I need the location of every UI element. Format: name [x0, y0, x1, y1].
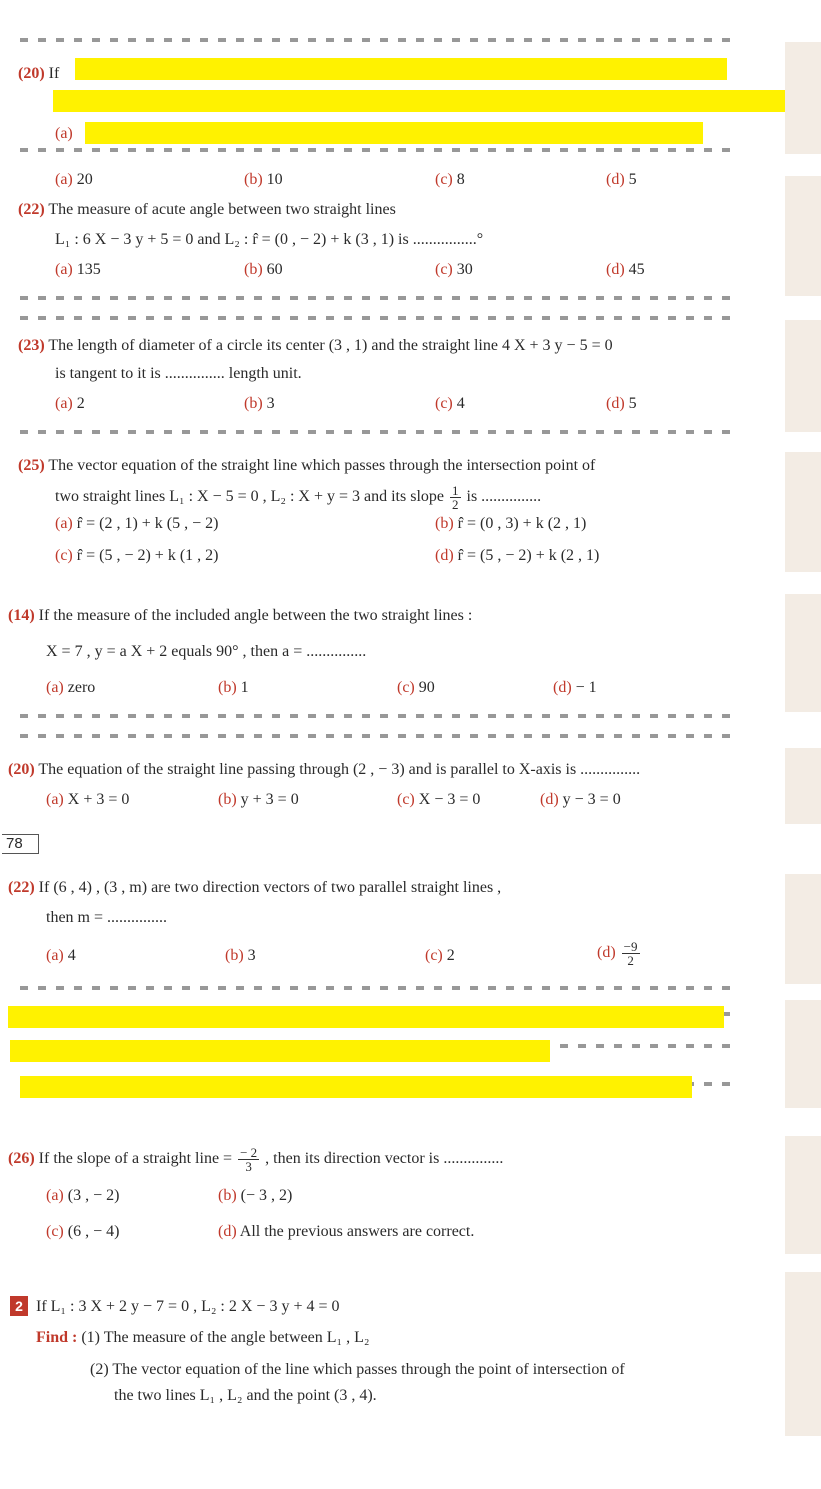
option-a: (a) r̂ = (2 , 1) + k (5 , − 2) — [55, 515, 219, 532]
question-text: The equation of the straight line passing through (2 , − 3) and is parallel to X-axis is ............... — [38, 761, 641, 778]
question-23 — [18, 336, 613, 356]
strip-q25 — [0, 448, 821, 578]
option-label: (d) — [606, 261, 625, 278]
option-c: (c) 90 — [397, 679, 435, 696]
option-label: (a) — [55, 261, 73, 278]
option-b: (b) 3 — [225, 947, 256, 964]
option-label: (c) — [425, 947, 443, 964]
page-edge-tab — [785, 1136, 821, 1254]
option-label: (d) — [606, 171, 625, 188]
option-a: (a) 2 — [55, 395, 85, 412]
question-text: If — [48, 65, 60, 82]
strip-q23 — [0, 314, 821, 438]
option-label: (b) — [218, 679, 237, 696]
exercise-2 — [10, 1296, 340, 1317]
option-label: (d) — [218, 1223, 237, 1240]
option-c: (c) 2 — [425, 947, 455, 964]
question-text-line2: X = 7 , y = a X + 2 equals 90° , then a = ............... — [46, 643, 367, 660]
option-d: (d) 45 — [606, 261, 645, 278]
strip-q26 — [0, 1136, 821, 1260]
option-label: (a) — [55, 395, 73, 412]
option-c: (c) X − 3 = 0 — [397, 791, 481, 808]
question-text: The vector equation of the straight line which passes through the intersection point of — [48, 457, 596, 474]
option-label: (b) — [218, 791, 237, 808]
option-b: (b) 10 — [244, 171, 283, 188]
option-label: (a) — [55, 171, 73, 188]
question-text: The measure of acute angle between two straight lines — [48, 201, 396, 218]
option-label: (b) — [244, 395, 263, 412]
option-label: (c) — [55, 547, 73, 564]
option-label: (c) — [435, 395, 453, 412]
option-label: (d) — [606, 395, 625, 412]
option-b: (b) 60 — [244, 261, 283, 278]
find-line: Find : (1) The measure of the angle between L₁ , L₂ — [36, 1329, 370, 1346]
option-label: (b) — [244, 171, 263, 188]
option-label: (c) — [435, 261, 453, 278]
option-a: (a) — [55, 125, 73, 142]
option-label: (d) — [435, 547, 454, 564]
strip-exercise-2 — [0, 1272, 821, 1442]
fraction: $\frac{1}{2}$ — [452, 483, 459, 512]
option-label: (a) — [46, 791, 64, 808]
question-25 — [18, 456, 595, 476]
option-a: (a) 135 — [55, 261, 101, 278]
question-20b — [8, 760, 640, 780]
strip-q22b — [0, 864, 821, 994]
question-text-line2: L₁ : 6 X − 3 y + 5 = 0 and L₂ : r̂ = (0 , − 2) + k (3 , 1) is ................° — [55, 231, 484, 248]
question-text-line2: then m = ............... — [46, 909, 168, 926]
option-b: (b) r̂ = (0 , 3) + k (2 , 1) — [435, 515, 587, 532]
option-label: (a) — [55, 515, 73, 532]
option-d: (d) All the previous answers are correct. — [218, 1223, 475, 1240]
option-label: (d) — [540, 791, 559, 808]
page-edge-tab — [785, 1000, 821, 1108]
option-d: (d) $\frac{-9}{2}$ — [597, 939, 638, 968]
option-label: (b) — [225, 947, 244, 964]
option-b: (b) (− 3 , 2) — [218, 1187, 293, 1204]
question-22 — [18, 200, 396, 220]
option-label: (a) — [46, 1187, 64, 1204]
option-label: (d) — [553, 679, 572, 696]
option-label: (c) — [46, 1223, 64, 1240]
option-a: (a) (3 , − 2) — [46, 1187, 120, 1204]
question-number: (14) — [8, 607, 35, 624]
strip-q20-redacted — [0, 30, 821, 154]
page-edge-tab — [785, 1272, 821, 1436]
option-c: (c) 30 — [435, 261, 473, 278]
question-number: (23) — [18, 337, 45, 354]
exercise-text: If L₁ : 3 X + 2 y − 7 = 0 , L₂ : 2 X − 3 y + 4 = 0 — [36, 1298, 340, 1315]
question-number: (20) — [18, 65, 45, 82]
option-label: (c) — [435, 171, 453, 188]
option-d: (d) 5 — [606, 171, 637, 188]
option-b: (b) 3 — [244, 395, 275, 412]
option-c: (c) 4 — [435, 395, 465, 412]
page-edge-tab — [785, 320, 821, 432]
highlight-mark — [85, 122, 703, 144]
question-26: (26) If the slope of a straight line = $\frac{- 2}{3}$ , then its direction vector is ............... — [8, 1145, 504, 1174]
question-22b — [8, 878, 501, 898]
strip-redacted — [0, 1000, 821, 1108]
question-text-line2: two straight lines L₁ : X − 5 = 0 , L₂ : X + y = 3 and its slope $\frac{1}{2}$ is ............... — [55, 483, 542, 512]
strip-q20b — [0, 748, 821, 824]
option-label: (b) — [218, 1187, 237, 1204]
option-c: (c) 8 — [435, 171, 465, 188]
page-edge-tab — [785, 452, 821, 572]
item-2-line1: (2) The vector equation of the line which passes through the point of intersection of — [90, 1361, 625, 1378]
option-label: (a) — [46, 679, 64, 696]
question-text: If (6 , 4) , (3 , m) are two direction vectors of two parallel straight lines , — [38, 879, 502, 896]
option-d: (d) r̂ = (5 , − 2) + k (2 , 1) — [435, 547, 600, 564]
option-a: (a) 20 — [55, 171, 93, 188]
highlight-mark — [53, 90, 795, 112]
option-d: (d) − 1 — [553, 679, 597, 696]
page-edge-tab — [785, 874, 821, 984]
page-number: 78 — [2, 834, 39, 854]
question-number: (26) — [8, 1150, 35, 1168]
option-d: (d) 5 — [606, 395, 637, 412]
exercise-badge: 2 — [10, 1296, 28, 1316]
highlight-mark — [20, 1076, 692, 1098]
strip-q22 — [0, 162, 821, 302]
option-a: (a) zero — [46, 679, 96, 696]
option-a: (a) 4 — [46, 947, 76, 964]
option-c: (c) r̂ = (5 , − 2) + k (1 , 2) — [55, 547, 219, 564]
fraction: $\frac{- 2}{3}$ — [240, 1145, 258, 1174]
option-b: (b) y + 3 = 0 — [218, 791, 299, 808]
option-a: (a) X + 3 = 0 — [46, 791, 130, 808]
page-edge-tab — [785, 748, 821, 824]
find-label: Find : — [36, 1329, 78, 1346]
page-edge-tab — [785, 42, 821, 154]
option-c: (c) (6 , − 4) — [46, 1223, 120, 1240]
page-edge-tab — [785, 176, 821, 296]
fraction: $\frac{-9}{2}$ — [623, 939, 638, 968]
question-text-line2: is tangent to it is ............... length unit. — [55, 365, 302, 382]
highlight-mark — [8, 1006, 724, 1028]
option-label: (c) — [397, 791, 415, 808]
question-number: (22) — [18, 201, 45, 218]
highlight-mark — [75, 58, 727, 80]
strip-q14 — [0, 592, 821, 742]
option-label: (b) — [435, 515, 454, 532]
option-d: (d) y − 3 = 0 — [540, 791, 621, 808]
question-number: (20) — [8, 761, 35, 778]
item-2-line2: the two lines L₁ , L₂ and the point (3 , 4). — [114, 1387, 377, 1404]
option-label: (c) — [397, 679, 415, 696]
page-edge-tab — [785, 594, 821, 712]
question-20a — [18, 64, 59, 84]
question-14 — [8, 606, 472, 626]
question-text: The length of diameter of a circle its center (3 , 1) and the straight line 4 X + 3 y − 5 = 0 — [48, 337, 613, 354]
question-text: If the measure of the included angle between the two straight lines : — [38, 607, 473, 624]
option-label: (b) — [244, 261, 263, 278]
question-number: (22) — [8, 879, 35, 896]
option-b: (b) 1 — [218, 679, 249, 696]
question-number: (25) — [18, 457, 45, 474]
option-label: (a) — [46, 947, 64, 964]
highlight-mark — [10, 1040, 550, 1062]
